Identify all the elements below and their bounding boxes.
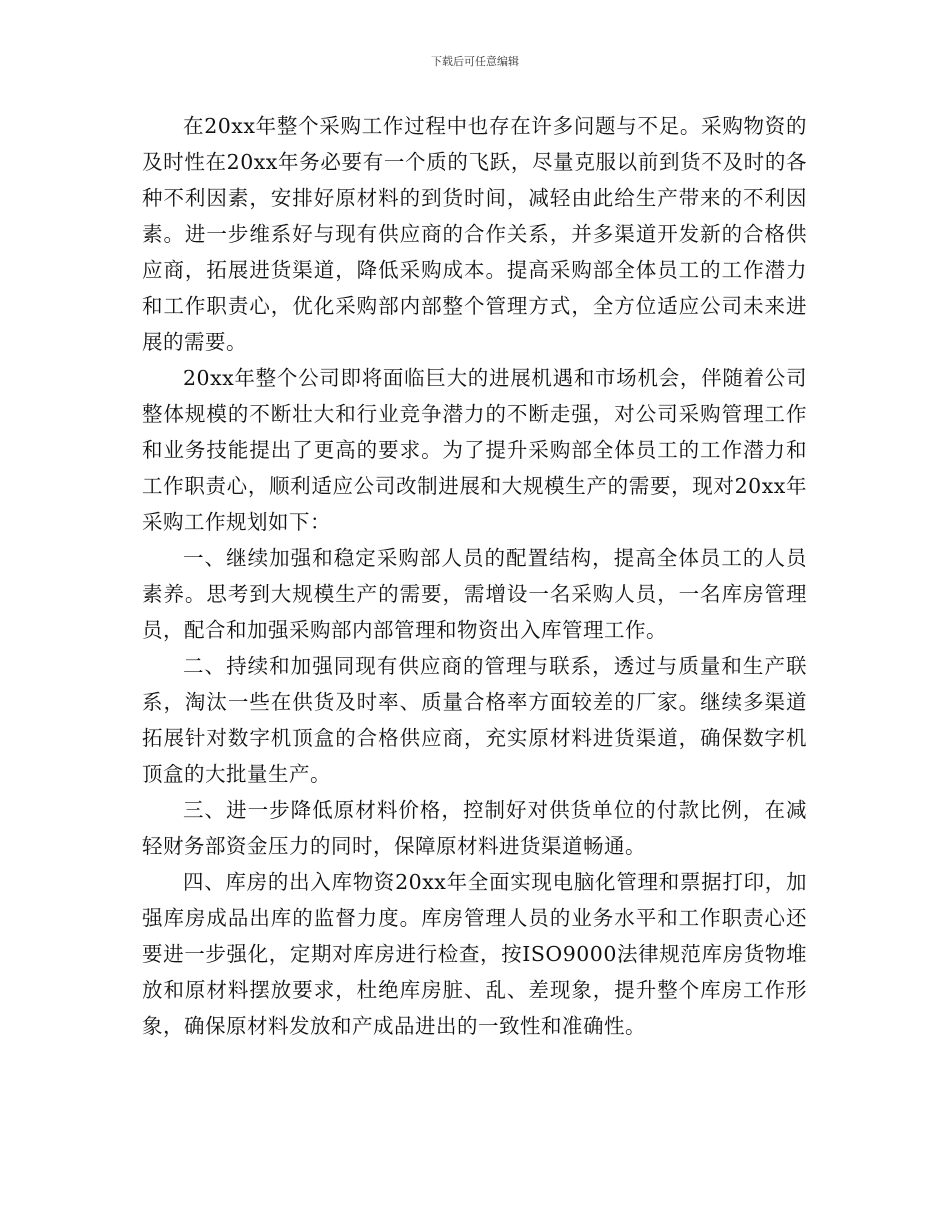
paragraph-3: 一、继续加强和稳定采购部人员的配置结构，提高全体员工的人员素养。思考到大规模生产的需要，需增设一名采购人员，一名库房管理员，配合和加强采购部内部管理和物资出入库管理工作。: [142, 546, 807, 642]
page-header: 下载后可任意编辑: [431, 55, 519, 68]
paragraph-4: 二、持续和加强同现有供应商的管理与联系，透过与质量和生产联系，淘汰一些在供货及时率、质量合格率方面较差的厂家。继续多渠道拓展针对数字机顶盒的合格供应商，充实原材料进货渠道，确保数字机顶盒的大批量生产。: [142, 654, 807, 786]
paragraph-5: 三、进一步降低原材料价格，控制好对供货单位的付款比例，在减轻财务部资金压力的同时，保障原材料进货渠道畅通。: [142, 798, 807, 858]
paragraph-2: 20xx年整个公司即将面临巨大的进展机遇和市场机会，伴随着公司整体规模的不断壮大和行业竞争潜力的不断走强，对公司采购管理工作和业务技能提出了更高的要求。为了提升采购部全体员工的工作潜力和工作职责心，顺利适应公司改制进展和大规模生产的需要，现对20xx年采购工作规划如下：: [142, 366, 807, 534]
paragraph-6: 四、库房的出入库物资20xx年全面实现电脑化管理和票据打印，加强库房成品出库的监督力度。库房管理人员的业务水平和工作职责心还要进一步强化，定期对库房进行检查，按ISO9000法律规范库房货物堆放和原材料摆放要求，杜绝库房脏、乱、差现象，提升整个库房工作形象，确保原材料发放和产成品进出的一致性和准确性。: [142, 870, 807, 1038]
document-body: [142, 108, 807, 1044]
paragraph-1: 在20xx年整个采购工作过程中也存在许多问题与不足。采购物资的及时性在20xx年务必要有一个质的飞跃，尽量克服以前到货不及时的各种不利因素，安排好原材料的到货时间，减轻由此给生产带来的不利因素。进一步维系好与现有供应商的合作关系，并多渠道开发新的合格供应商，拓展进货渠道，降低采购成本。提高采购部全体员工的工作潜力和工作职责心，优化采购部内部整个管理方式，全方位适应公司未来进展的需要。: [142, 114, 807, 354]
